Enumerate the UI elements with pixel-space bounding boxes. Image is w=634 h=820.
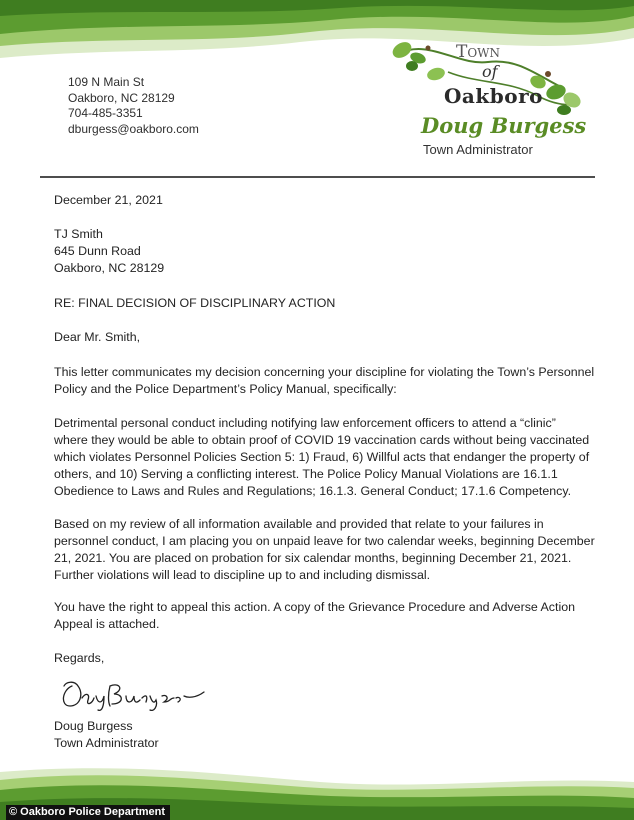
paragraph-line: others, and 10) Serving a conflicting interest. The Police Policy Manual Violations are 16.1.1	[54, 466, 558, 481]
signer-title: Town Administrator	[54, 735, 159, 750]
paragraph-line: 21, 2021. You are placed on probation for six calendar months, beginning December 21, 2021.	[54, 550, 572, 565]
logo-of-text: of	[482, 62, 498, 81]
recipient-line: Oakboro, NC 28129	[54, 260, 165, 275]
recipient-address	[54, 226, 164, 277]
closing-text: Regards,	[54, 651, 105, 665]
paragraph-line: Based on my review of all information available and provided that relate to your failures in	[54, 517, 544, 531]
subject-text: RE: FINAL DECISION OF DISCIPLINARY ACTION	[54, 296, 336, 310]
recipient-line: TJ Smith	[54, 227, 103, 241]
paragraph-line: Further violations will lead to discipline up to and including dismissal.	[54, 567, 431, 582]
paragraph-line: Appeal is attached.	[54, 616, 160, 631]
header-divider	[40, 176, 595, 178]
signer-name: Doug Burgess	[54, 719, 133, 733]
paragraph-violations	[54, 415, 589, 500]
logo-oakboro-text: Oakboro	[444, 84, 543, 108]
email-line: dburgess@oakboro.com	[68, 121, 199, 136]
address-line: Oakboro, NC 28129	[68, 90, 175, 105]
address-line: 109 N Main St	[68, 75, 145, 89]
closing	[54, 650, 104, 667]
header-admin-name: Doug Burgess	[421, 113, 587, 138]
paragraph-line: which violates Personnel Policies Section 5: 1) Fraud, 6) Willful acts that endanger the property of	[54, 449, 590, 464]
header-admin-title: Town Administrator	[423, 142, 533, 157]
paragraph-appeal	[54, 599, 575, 633]
recipient-line: 645 Dunn Road	[54, 243, 141, 258]
paragraph-line: Detrimental personal conduct including notifying law enforcement officers to attend a “clinic”	[54, 416, 556, 430]
paragraph-line: You have the right to appeal this action. A copy of the Grievance Procedure and Adverse Action	[54, 600, 575, 614]
sender-address	[68, 75, 199, 137]
handwritten-signature	[58, 676, 208, 712]
phone-line: 704-485-3351	[68, 106, 143, 120]
paragraph-line: where they would be able to obtain proof of COVID 19 vaccination cards without being vaccinated	[54, 432, 590, 447]
signer-block	[54, 718, 159, 752]
paragraph-line: personnel conduct, I am placing you on unpaid leave for two calendar weeks, beginning December	[54, 533, 595, 548]
paragraph-line: Obedience to Laws and Rules and Regulations; 16.1.3. General Conduct; 17.1.6 Competency.	[54, 483, 572, 498]
logo-town-text: Town	[456, 42, 501, 62]
photo-credit-watermark: © Oakboro Police Department	[6, 805, 170, 820]
paragraph-decision	[54, 516, 595, 584]
letter-date	[54, 192, 163, 209]
subject-line	[54, 295, 335, 312]
salutation	[54, 329, 140, 346]
paragraph-line: This letter communicates my decision concerning your discipline for violating the Town’s Personnel	[54, 365, 595, 379]
paragraph-intro	[54, 364, 594, 398]
paragraph-line: Policy and the Police Department’s Policy Manual, specifically:	[54, 381, 397, 396]
date-text: December 21, 2021	[54, 193, 163, 207]
salutation-text: Dear Mr. Smith,	[54, 330, 141, 344]
